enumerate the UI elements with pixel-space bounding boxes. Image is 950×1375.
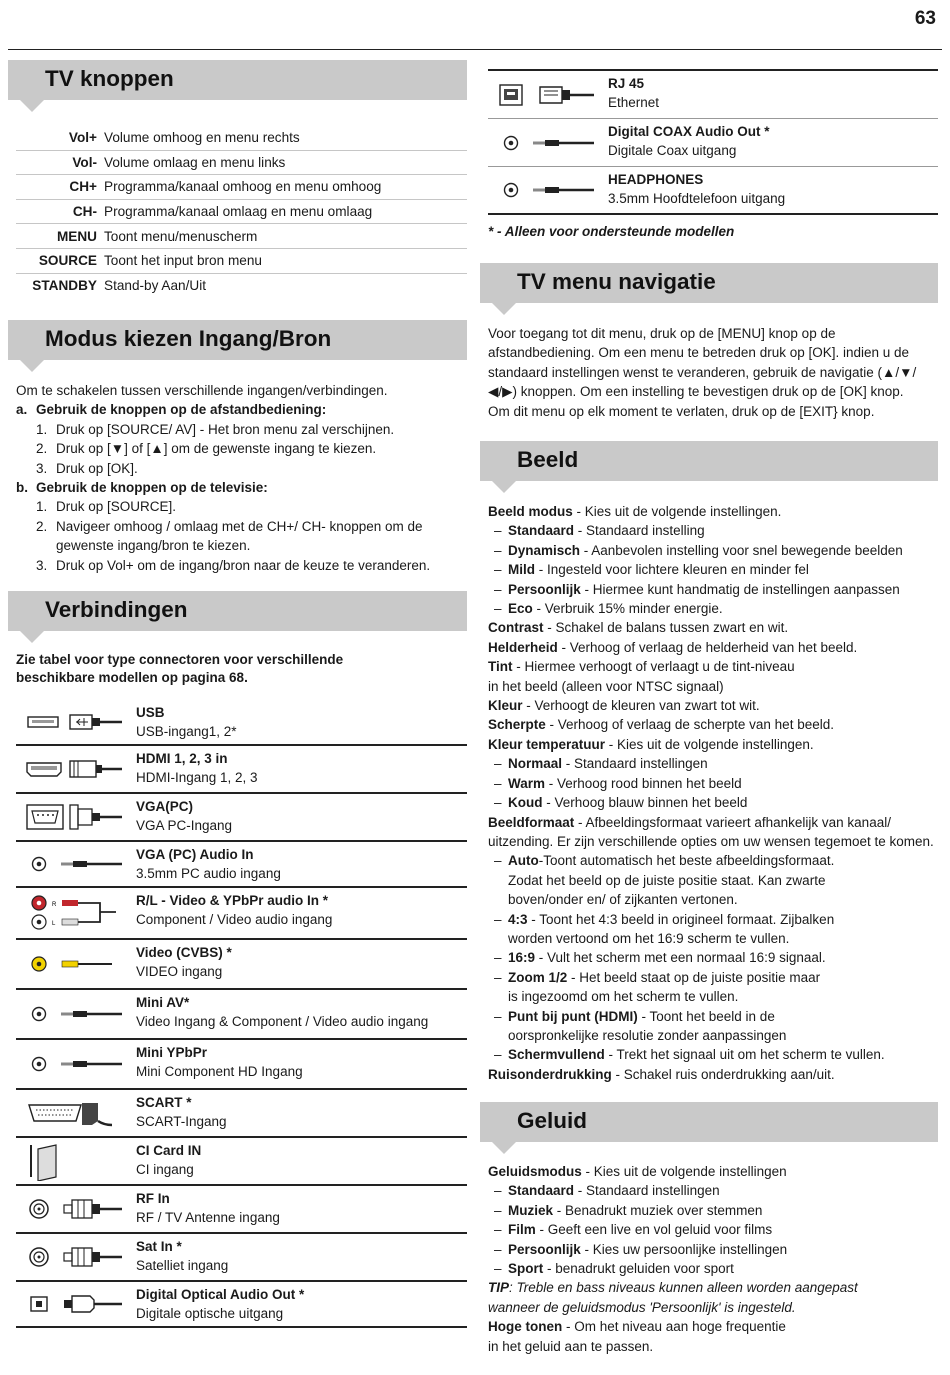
setting-line (488, 657, 940, 676)
setting-line (488, 1201, 940, 1220)
connector-text (136, 1189, 280, 1228)
modus-b-steps (16, 497, 467, 575)
setting-desc: - Aanbevolen instelling voor snel bewegende beelden (580, 542, 903, 558)
connector-title: R/L - Video & YPbPr audio In * (136, 893, 329, 908)
connector-title: RF In (136, 1191, 170, 1206)
setting-desc: in het beeld (alleen voor NTSC signaal) (488, 678, 724, 694)
setting-name: Eco (508, 601, 533, 617)
setting-line (488, 1045, 940, 1064)
key-desc: Toont het input bron menu (104, 253, 262, 269)
connector-row (16, 700, 467, 746)
setting-name: Hoge tonen (488, 1319, 563, 1335)
connector-title: Sat In * (136, 1239, 182, 1254)
setting-line (488, 580, 940, 599)
key-desc: Programma/kanaal omlaag en menu omlaag (104, 204, 373, 220)
tv-knoppen-title: TV knoppen (45, 66, 174, 91)
setting-desc: - Ingesteld voor lichtere kleuren en minder fel (535, 562, 809, 578)
setting-desc: - Trekt het signaal uit om het scherm te vullen. (604, 1047, 885, 1063)
connector-title: Digital COAX Audio Out * (608, 124, 770, 139)
setting-desc: - Benadrukt muziek over stemmen (553, 1202, 763, 1218)
connector-desc: HDMI-Ingang 1, 2, 3 (136, 770, 258, 786)
connector-text (608, 122, 770, 161)
setting-desc: in het geluid aan te passen. (488, 1338, 654, 1354)
svg-text:R: R (52, 902, 57, 908)
setting-desc: worden vertoond om het 16:9 scherm te vullen. (508, 930, 790, 946)
setting-desc: - Standaard instelling (574, 523, 705, 539)
setting-name: Contrast (488, 620, 544, 636)
setting-desc: - Standaard instellingen (562, 756, 708, 772)
connector-desc: VIDEO ingang (136, 964, 223, 980)
connector-title: Digital Optical Audio Out * (136, 1287, 305, 1302)
step-text: Druk op [▼] of [▲] om de gewenste ingang te kiezen. (56, 441, 377, 457)
step-number: 2. (36, 518, 48, 534)
setting-desc: - Geeft een live en vol geluid voor films (535, 1222, 773, 1238)
setting-line (488, 715, 940, 734)
setting-line (488, 1337, 940, 1356)
step-item (36, 439, 467, 458)
key-name: Vol- (72, 154, 97, 170)
connector-title: USB (136, 705, 165, 720)
modus-a-heading (16, 400, 467, 419)
page-number: 63 (914, 8, 936, 29)
setting-line (488, 1162, 940, 1181)
setting-line (488, 1278, 940, 1297)
step-item (36, 420, 467, 439)
setting-name: Scherpte (488, 717, 546, 733)
step-text: Druk op [SOURCE]. (56, 499, 177, 515)
setting-line (488, 1220, 940, 1239)
connector-title: Mini YPbPr (136, 1045, 208, 1060)
footnote: * - Alleen voor ondersteunde modellen (488, 224, 735, 239)
verbindingen-header (8, 591, 467, 631)
setting-desc: - Vult het scherm met een normaal 16:9 signaal. (535, 950, 826, 966)
setting-line (488, 1026, 940, 1045)
key-row (16, 126, 467, 151)
setting-line (488, 541, 940, 560)
connector-row (16, 1090, 467, 1138)
setting-desc: - Standaard instellingen (574, 1183, 720, 1199)
coax-rf-icon (26, 1186, 126, 1232)
setting-desc: - Verhoogt de kleuren van zwart tot wit. (522, 698, 760, 714)
key-desc: Programma/kanaal omhoog en menu omhoog (104, 179, 382, 195)
setting-line (488, 1259, 940, 1278)
connector-desc: 3.5mm PC audio ingang (136, 866, 281, 882)
jack-icon (26, 1040, 126, 1088)
beeld-header (480, 441, 938, 481)
setting-desc: - Om het niveau aan hoge frequentie (562, 1319, 786, 1335)
verbindingen-title: Verbindingen (45, 597, 188, 622)
menu-nav-header (480, 263, 938, 303)
setting-line (488, 1181, 940, 1200)
scart-icon (26, 1090, 126, 1136)
setting-desc: - Kies uit de volgende instellingen. (572, 504, 782, 519)
key-row (16, 274, 467, 299)
key-row (16, 151, 467, 176)
connector-text (136, 1285, 304, 1324)
connector-desc: SCART-Ingang (136, 1114, 227, 1130)
setting-name: TIP (488, 1280, 510, 1296)
menu-nav-text: Voor toegang tot dit menu, druk op de [MENU] knop op de afstandbediening. Om een menu te betreden druk op [OK]. indien u de standaard instellingen wenst te veranderen, gebruik de navigatie (▲/▼/◀/▶) knoppen. Om een instelling te bevestigen druk op de [OK] knop. Om dit menu op elk moment te verlaten, druk op de [EXIT} knop. (488, 326, 917, 419)
setting-desc: - Kies uit de volgende instellingen (581, 1164, 787, 1179)
connector-row (16, 1138, 467, 1186)
step-number: 1. (36, 499, 48, 515)
setting-name: Persoonlijk (508, 581, 581, 597)
setting-name: Kleur temperatuur (488, 736, 606, 752)
menu-nav-title: TV menu navigatie (517, 269, 716, 294)
setting-line (488, 948, 940, 967)
key-desc: Volume omhoog en menu rechts (104, 130, 300, 146)
setting-line (488, 851, 940, 870)
connector-text (136, 1093, 227, 1132)
setting-desc: - Kies uit de volgende instellingen. (605, 736, 814, 752)
connector-row (16, 842, 467, 888)
step-number: 3. (36, 557, 48, 573)
setting-line (488, 599, 940, 618)
connector-text (608, 170, 785, 209)
connector-text (136, 993, 428, 1032)
connector-title: RJ 45 (608, 76, 645, 91)
setting-desc: - Toont het 4:3 beeld in origineel formaat. Zijbalken (527, 911, 835, 927)
connector-row (488, 167, 938, 215)
step-text: Druk op Vol+ om de ingang/bron naar de keuze te veranderen. (56, 557, 431, 573)
setting-desc: - Hiermee kunt handmatig de instellingen aanpassen (580, 581, 900, 597)
connector-desc: USB-ingang1, 2* (136, 724, 237, 740)
geluid-header (480, 1102, 938, 1142)
jack-icon (26, 990, 126, 1038)
setting-name: Schermvullend (508, 1047, 605, 1063)
setting-name: Zoom 1/2 (508, 969, 568, 985)
connector-text (136, 845, 281, 884)
setting-desc: - Kies uw persoonlijke instellingen (580, 1241, 788, 1257)
setting-name: Geluidsmodus (488, 1164, 582, 1179)
setting-name: Beeld modus (488, 504, 573, 519)
setting-name: Beeldformaat (488, 814, 575, 830)
setting-desc: : Treble en bass niveaus kunnen alleen worden aangepast (509, 1280, 858, 1296)
step-item (36, 497, 467, 516)
connector-desc: Digitale Coax uitgang (608, 143, 737, 159)
key-name: MENU (56, 228, 97, 244)
connector-title: VGA(PC) (136, 799, 193, 814)
connector-text (608, 74, 659, 113)
connector-title: HDMI 1, 2, 3 in (136, 751, 228, 766)
setting-desc: - Verhoog of verlaag de helderheid van het beeld. (557, 639, 858, 655)
setting-desc: - Afbeeldingsformaat varieert afhankelijk van kanaal/ (574, 814, 891, 830)
modus-header (8, 320, 467, 360)
setting-name: Ruisonderdrukking (488, 1066, 612, 1082)
step-text: Druk op [SOURCE/ AV] - Het bron menu zal verschijnen. (56, 421, 395, 437)
key-name: CH+ (69, 179, 97, 195)
usb-icon (26, 700, 126, 744)
key-desc: Volume omlaag en menu links (104, 154, 286, 170)
setting-line (488, 793, 940, 812)
connector-title: CI Card IN (136, 1143, 202, 1158)
connector-row (16, 888, 467, 940)
verbindingen-note: Zie tabel voor type connectoren voor verschillende beschikbare modellen op pagina 68. (16, 652, 344, 685)
step-number: 3. (36, 460, 48, 476)
setting-desc: - benadrukt geluiden voor sport (543, 1261, 734, 1277)
connector-text (136, 1237, 228, 1276)
step-item (36, 517, 467, 556)
setting-name: Persoonlijk (508, 1241, 581, 1257)
header-rule (8, 49, 942, 50)
key-name: STANDBY (32, 278, 97, 294)
key-row (16, 175, 467, 200)
setting-name: Standaard (508, 523, 575, 539)
rca-yellow-icon (26, 940, 126, 988)
connector-desc: Ethernet (608, 95, 660, 111)
setting-name: Normaal (508, 756, 563, 772)
setting-line (488, 890, 940, 909)
connector-text (136, 891, 332, 930)
setting-name: Sport (508, 1261, 544, 1277)
modus-a-title: Gebruik de knoppen op de afstandbediening: (36, 402, 327, 418)
setting-name: Standaard (508, 1183, 575, 1199)
setting-desc: - Verhoog rood binnen het beeld (545, 775, 742, 791)
connector-row (488, 71, 938, 119)
setting-name: Punt bij punt (HDMI) (508, 1008, 638, 1024)
coax-rf-icon (26, 1234, 126, 1280)
beeld-title: Beeld (517, 447, 579, 472)
modus-intro: Om te schakelen tussen verschillende ingangen/verbindingen. (16, 383, 388, 398)
key-name: CH- (72, 204, 97, 220)
jack-icon (26, 842, 126, 886)
setting-line (488, 774, 940, 793)
setting-line (488, 987, 940, 1006)
setting-desc: -Toont automatisch het beste afbeeldingsformaat. (538, 853, 835, 869)
rca-rl-icon (26, 888, 126, 938)
connector-row (16, 990, 467, 1040)
setting-line (488, 910, 940, 929)
setting-line (488, 560, 940, 579)
connector-desc: CI ingang (136, 1162, 194, 1178)
setting-desc: is ingezoomd om het scherm te vullen. (508, 989, 739, 1005)
setting-line (488, 638, 940, 657)
key-name: SOURCE (38, 253, 97, 269)
connector-desc: VGA PC-Ingang (136, 818, 233, 834)
connector-text (136, 943, 232, 982)
setting-line (488, 618, 940, 637)
tv-knoppen-table (16, 126, 467, 298)
setting-desc: - Toont het beeld in de (637, 1008, 775, 1024)
connector-title: Video (CVBS) * (136, 945, 232, 960)
connector-table (16, 700, 467, 1328)
setting-line (488, 754, 940, 773)
connector-text (136, 749, 258, 788)
setting-line (488, 929, 940, 948)
step-number: 1. (36, 421, 48, 437)
connector-text (136, 1043, 303, 1082)
step-text: Druk op [OK]. (56, 460, 138, 476)
key-row (16, 200, 467, 225)
setting-desc: boven/onder en/ of zijkanten vertonen. (508, 892, 738, 908)
key-row (16, 249, 467, 274)
setting-line (488, 832, 940, 851)
setting-line (488, 813, 940, 832)
key-desc: Stand-by Aan/Uit (104, 278, 207, 294)
connector-title: SCART * (136, 1095, 192, 1110)
connector-row (16, 940, 467, 990)
hdmi-icon (26, 746, 126, 792)
key-row (16, 224, 467, 249)
connector-desc: Digitale optische uitgang (136, 1306, 284, 1322)
connector-title: VGA (PC) Audio In (136, 847, 254, 862)
vga-icon (26, 794, 126, 840)
setting-desc: - Het beeld staat op de juiste positie maar (567, 969, 821, 985)
setting-name: Mild (508, 562, 535, 578)
setting-line (488, 502, 940, 521)
setting-line (488, 1065, 940, 1084)
setting-line (488, 1007, 940, 1026)
geluid-title: Geluid (517, 1108, 588, 1133)
setting-desc: oorspronkelijke resolutie zonder aanpassingen (508, 1027, 787, 1043)
step-number: 2. (36, 441, 48, 457)
setting-name: Film (508, 1222, 536, 1238)
modus-b-letter: b. (16, 480, 28, 496)
modus-title: Modus kiezen Ingang/Bron (45, 326, 332, 351)
connector-desc: Mini Component HD Ingang (136, 1064, 303, 1080)
setting-line (488, 1298, 940, 1317)
setting-desc: - Verbruik 15% minder energie. (532, 601, 723, 617)
setting-name: Kleur (488, 698, 523, 714)
connector-desc: 3.5mm Hoofdtelefoon uitgang (608, 191, 786, 207)
connector-text (136, 797, 232, 836)
setting-line (488, 1240, 940, 1259)
connector-text (136, 1141, 201, 1180)
modus-a-steps (16, 420, 467, 478)
connector-row (16, 1282, 467, 1328)
step-item (36, 459, 467, 478)
modus-b-heading (16, 478, 467, 497)
setting-name: 4:3 (508, 911, 528, 927)
jack-icon (498, 119, 598, 166)
jack-icon (498, 167, 598, 213)
right-connector-table (488, 69, 938, 215)
modus-b-title: Gebruik de knoppen op de televisie: (36, 480, 268, 496)
setting-desc: - Verhoog blauw binnen het beeld (542, 795, 748, 811)
modus-body (16, 381, 467, 575)
step-text: Navigeer omhoog / omlaag met de CH+/ CH- knoppen om de gewenste ingang/bron te kiezen. (56, 518, 423, 554)
key-desc: Toont menu/menuscherm (104, 228, 258, 244)
connector-desc: RF / TV Antenne ingang (136, 1210, 280, 1226)
beeld-body (488, 502, 940, 1084)
connector-title: HEADPHONES (608, 172, 704, 187)
setting-name: Helderheid (488, 639, 558, 655)
setting-desc: - Hiermee verhoogt of verlaagt u de tint-niveau (512, 659, 795, 675)
optical-icon (26, 1282, 126, 1326)
connector-row (16, 746, 467, 794)
connector-text (136, 703, 237, 742)
setting-desc: - Verhoog of verlaag de scherpte van het beeld. (545, 717, 834, 733)
setting-line (488, 696, 940, 715)
connector-title: Mini AV* (136, 995, 190, 1010)
setting-name: Auto (508, 853, 539, 869)
connector-row (16, 1186, 467, 1234)
modus-a-letter: a. (16, 402, 28, 418)
setting-desc: - Schakel de balans tussen zwart en wit. (543, 620, 789, 636)
connector-row (16, 1234, 467, 1282)
setting-line (488, 968, 940, 987)
rj45-icon (498, 71, 598, 118)
ci-card-icon (26, 1138, 126, 1184)
setting-desc: uitzending. Er zijn verschillende opties om uw wensen tegemoet te komen. (488, 833, 934, 849)
setting-line (488, 677, 940, 696)
connector-row (488, 119, 938, 167)
setting-line (488, 521, 940, 540)
setting-name: Warm (508, 775, 546, 791)
setting-desc: wanneer de geluidsmodus 'Persoonlijk' is ingesteld. (488, 1299, 796, 1315)
setting-name: Muziek (508, 1202, 554, 1218)
setting-line (488, 1317, 940, 1336)
setting-line (488, 735, 940, 754)
connector-row (16, 794, 467, 842)
connector-desc: Satelliet ingang (136, 1258, 229, 1274)
setting-name: Dynamisch (508, 542, 581, 558)
connector-desc: Video Ingang & Component / Video audio ingang (136, 1014, 429, 1030)
connector-desc: Component / Video audio ingang (136, 912, 333, 928)
setting-name: 16:9 (508, 950, 536, 966)
key-name: Vol+ (68, 130, 97, 146)
step-item (36, 556, 467, 575)
setting-desc: - Schakel ruis onderdrukking aan/uit. (611, 1066, 835, 1082)
setting-desc: Zodat het beeld op de juiste positie staat. Kan zwarte (508, 872, 826, 888)
connector-row (16, 1040, 467, 1090)
tv-knoppen-header (8, 60, 467, 100)
setting-line (488, 871, 940, 890)
svg-text:L: L (52, 921, 56, 927)
setting-name: Koud (508, 795, 543, 811)
geluid-body (488, 1162, 940, 1356)
setting-name: Tint (488, 659, 513, 675)
